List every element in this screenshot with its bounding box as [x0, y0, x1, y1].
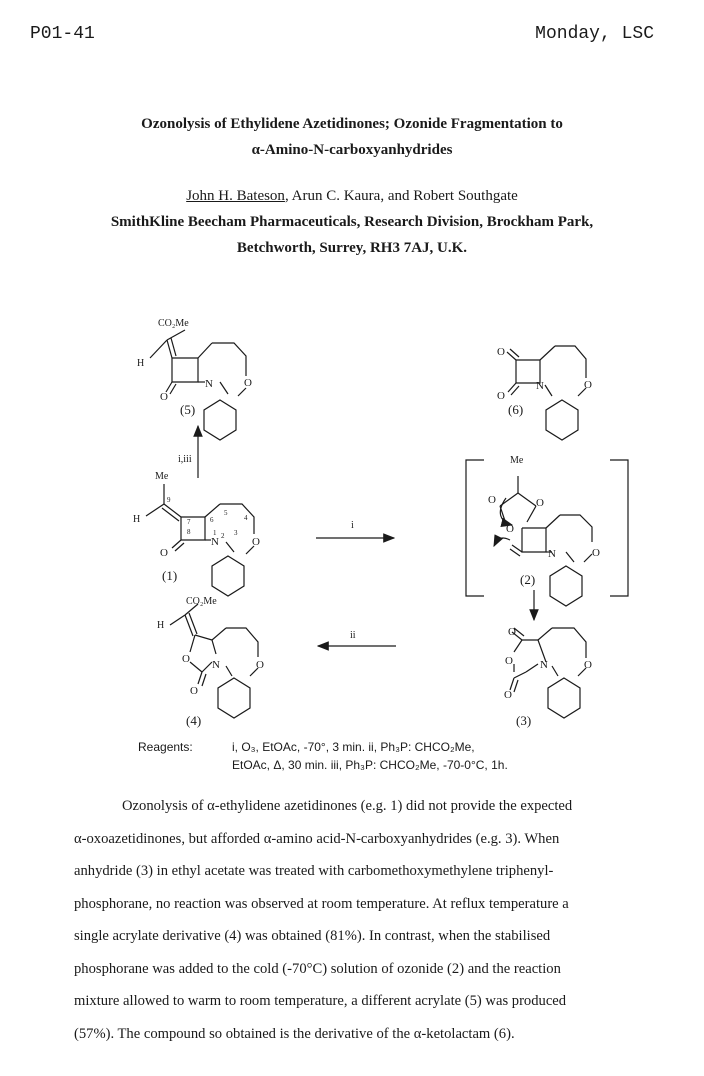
atom-o: O: [508, 626, 516, 638]
atom-n: N: [205, 378, 213, 390]
atom-me: Me: [510, 455, 524, 466]
locant-7: 7: [187, 518, 191, 526]
atom-o: O: [506, 523, 514, 535]
locant-1: 1: [213, 529, 217, 537]
atom-o: O: [160, 547, 168, 559]
body-line: single acrylate derivative (4) was obtained (81%). In contrast, when the stabilised: [74, 928, 551, 944]
affiliation-line-1: SmithKline Beecham Pharmaceuticals, Research Division, Brockham Park,: [110, 214, 594, 230]
body-line: anhydride (3) in ethyl acetate was treated with carbomethoxymethylene triphenyl-: [74, 863, 554, 879]
body-line: phosphorane was added to the cold (-70°C) solution of ozonide (2) and the reaction: [74, 960, 561, 977]
arrow-label-i: i: [351, 520, 354, 531]
atom-o: O: [256, 659, 264, 671]
atom-n: N: [212, 659, 220, 671]
body-line: Ozonolysis of α-ethylidene azetidinones (e.g. 1) did not provide the expected: [122, 798, 573, 814]
abstract-body: [74, 790, 634, 1050]
reaction-scheme: [0, 300, 704, 740]
atom-h: H: [137, 358, 145, 369]
label-compound-5: (5): [180, 402, 196, 417]
atom-o: O: [190, 685, 198, 697]
label-compound-3: (3): [516, 713, 532, 728]
title-line-1: Ozonolysis of Ethylidene Azetidinones; Ozonide Fragmentation to: [141, 116, 563, 132]
body-line: (57%). The compound so obtained is the derivative of the α-ketolactam (6).: [74, 1025, 515, 1042]
atom-co2me: CO₂Me: [186, 596, 217, 607]
atom-h: H: [157, 620, 165, 631]
atom-o: O: [536, 497, 544, 509]
atom-o: O: [497, 346, 505, 358]
locant-9: 9: [167, 496, 171, 504]
arrow-label-iii: i,iii: [178, 454, 192, 465]
compound-5: [137, 318, 252, 440]
compound-4: [157, 596, 264, 728]
label-compound-4: (4): [186, 713, 202, 728]
atom-o: O: [160, 391, 168, 403]
atom-n: N: [211, 536, 219, 548]
locant-2: 2: [221, 532, 225, 540]
atom-co2me: CO₂Me: [158, 318, 189, 329]
label-compound-6: (6): [508, 402, 524, 417]
atom-o: O: [504, 689, 512, 701]
compound-6: [497, 346, 592, 440]
compound-1: [133, 471, 260, 596]
locant-5: 5: [224, 509, 228, 517]
reagents-line-2: EtOAc, Δ, 30 min. iii, Ph₃P: CHCO₂Me, -70-0°C, 1h.: [232, 758, 508, 772]
locant-6: 6: [210, 516, 214, 524]
reagents-heading: Reagents:: [138, 740, 193, 754]
atom-o: O: [182, 653, 190, 665]
label-compound-2: (2): [520, 572, 536, 587]
title-line-2: α-Amino-N-carboxyanhydrides: [251, 142, 453, 158]
compound-2: [466, 455, 628, 606]
body-line: phosphorane, no reaction was observed at room temperature. At reflux temperature a: [74, 895, 569, 912]
body-line: mixture allowed to warm to room temperature, a different acrylate (5) was produced: [74, 993, 567, 1009]
compound-3: [504, 626, 592, 728]
locant-4: 4: [244, 514, 248, 522]
session-label: Monday, LSC: [535, 24, 654, 44]
locant-3: 3: [234, 529, 238, 537]
locant-8: 8: [187, 528, 191, 536]
atom-o: O: [505, 655, 513, 667]
atom-n: N: [536, 380, 544, 392]
affiliation-line-2: Betchworth, Surrey, RH3 7AJ, U.K.: [236, 240, 468, 256]
atom-me: Me: [155, 471, 169, 482]
atom-o: O: [592, 547, 600, 559]
body-line: α-oxoazetidinones, but afforded α-amino acid-N-carboxyanhydrides (e.g. 3). When: [74, 830, 560, 847]
atom-n: N: [548, 548, 556, 560]
atom-o: O: [497, 390, 505, 402]
atom-h: H: [133, 514, 141, 525]
authors: [0, 188, 704, 205]
reagents-line-1: i, O₃, EtOAc, -70°, 3 min. ii, Ph₃P: CHCO₂Me,: [232, 740, 475, 754]
presenting-author: John H. Bateson: [186, 188, 285, 204]
atom-o: O: [252, 536, 260, 548]
atom-n: N: [540, 659, 548, 671]
atom-o: O: [244, 377, 252, 389]
arrow-label-ii: ii: [350, 630, 356, 641]
co-authors: , Arun C. Kaura, and Robert Southgate: [284, 188, 518, 204]
atom-o: O: [584, 379, 592, 391]
abstract-code: P01-41: [30, 24, 95, 44]
atom-o: O: [488, 494, 496, 506]
label-compound-1: (1): [162, 568, 178, 583]
atom-o: O: [584, 659, 592, 671]
